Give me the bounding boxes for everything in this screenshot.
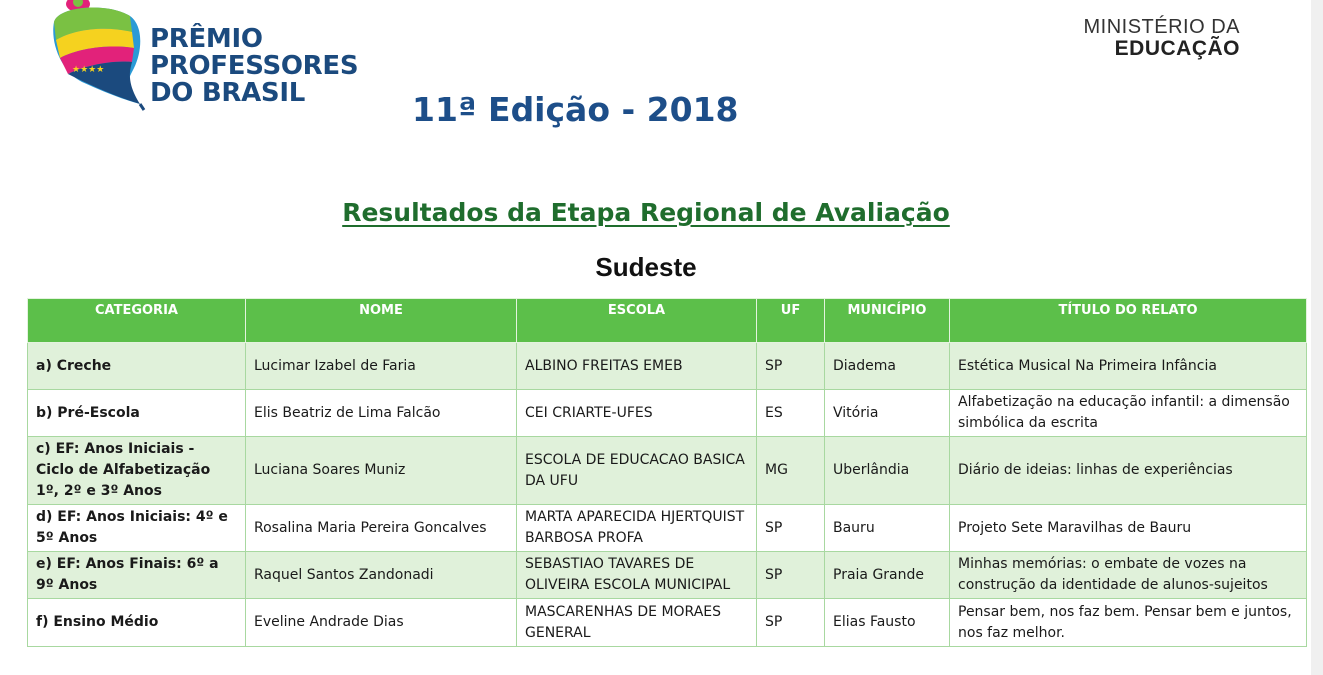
cell-uf: ES — [757, 390, 825, 437]
brand-wordmark — [150, 26, 358, 107]
cell-uf: SP — [757, 552, 825, 599]
table-header-row — [28, 299, 1307, 343]
cell-categoria: a) Creche — [28, 343, 246, 390]
cell-escola: MASCARENHAS DE MORAES GENERAL — [517, 599, 757, 647]
cell-uf: SP — [757, 505, 825, 552]
cell-titulo: Estética Musical Na Primeira Infância — [950, 343, 1307, 390]
table-row — [28, 437, 1307, 505]
cell-categoria: e) EF: Anos Finais: 6º a 9º Anos — [28, 552, 246, 599]
cell-municipio: Vitória — [825, 390, 950, 437]
column-header-uf: UF — [757, 299, 825, 343]
cell-titulo: Diário de ideias: linhas de experiências — [950, 437, 1307, 505]
brand-line-3: DO BRASIL — [150, 78, 305, 108]
results-heading — [0, 198, 1292, 227]
cell-categoria: d) EF: Anos Iniciais: 4º e 5º Anos — [28, 505, 246, 552]
cell-nome: Luciana Soares Muniz — [246, 437, 517, 505]
cell-escola: ALBINO FREITAS EMEB — [517, 343, 757, 390]
cell-categoria: f) Ensino Médio — [28, 599, 246, 647]
brand-line-1: PRÊMIO — [150, 24, 263, 54]
cell-nome: Lucimar Izabel de Faria — [246, 343, 517, 390]
cell-municipio: Praia Grande — [825, 552, 950, 599]
ministry-line-1: MINISTÉRIO DA — [1083, 16, 1240, 38]
cell-escola: ESCOLA DE EDUCACAO BASICA DA UFU — [517, 437, 757, 505]
table-row — [28, 390, 1307, 437]
ministry-logo — [1060, 16, 1240, 60]
table-row — [28, 343, 1307, 390]
results-title: Resultados da Etapa Regional de Avaliação — [342, 198, 950, 227]
cell-escola: SEBASTIAO TAVARES DE OLIVEIRA ESCOLA MUNICIPAL — [517, 552, 757, 599]
results-table — [27, 298, 1307, 647]
cell-uf: SP — [757, 599, 825, 647]
cell-nome: Eveline Andrade Dias — [246, 599, 517, 647]
edition-title: 11ª Edição - 2018 — [412, 90, 739, 129]
cell-nome: Elis Beatriz de Lima Falcão — [246, 390, 517, 437]
cell-municipio: Uberlândia — [825, 437, 950, 505]
cell-municipio: Bauru — [825, 505, 950, 552]
cell-titulo: Projeto Sete Maravilhas de Bauru — [950, 505, 1307, 552]
page-edge-shadow — [1311, 0, 1323, 675]
cell-titulo: Minhas memórias: o embate de vozes na construção da identidade de alunos-sujeitos — [950, 552, 1307, 599]
cell-uf: SP — [757, 343, 825, 390]
brand-line-2: PROFESSORES — [150, 51, 359, 81]
spinning-top-logo-icon — [48, 0, 158, 112]
cell-titulo: Alfabetização na educação infantil: a dimensão simbólica da escrita — [950, 390, 1307, 437]
svg-text:★★★★: ★★★★ — [72, 65, 105, 75]
table-row — [28, 599, 1307, 647]
column-header-titulo: TÍTULO DO RELATO — [950, 299, 1307, 343]
column-header-nome: NOME — [246, 299, 517, 343]
cell-nome: Raquel Santos Zandonadi — [246, 552, 517, 599]
cell-municipio: Elias Fausto — [825, 599, 950, 647]
cell-escola: CEI CRIARTE-UFES — [517, 390, 757, 437]
cell-categoria: c) EF: Anos Iniciais - Ciclo de Alfabetização 1º, 2º e 3º Anos — [28, 437, 246, 505]
cell-titulo: Pensar bem, nos faz bem. Pensar bem e juntos, nos faz melhor. — [950, 599, 1307, 647]
column-header-municipio: MUNICÍPIO — [825, 299, 950, 343]
cell-uf: MG — [757, 437, 825, 505]
ministry-line-2: EDUCAÇÃO — [1114, 37, 1240, 60]
region-title: Sudeste — [595, 252, 697, 282]
cell-municipio: Diadema — [825, 343, 950, 390]
cell-escola: MARTA APARECIDA HJERTQUIST BARBOSA PROFA — [517, 505, 757, 552]
table-row — [28, 552, 1307, 599]
column-header-escola: ESCOLA — [517, 299, 757, 343]
cell-categoria: b) Pré-Escola — [28, 390, 246, 437]
cell-nome: Rosalina Maria Pereira Goncalves — [246, 505, 517, 552]
column-header-categoria: CATEGORIA — [28, 299, 246, 343]
table-row — [28, 505, 1307, 552]
